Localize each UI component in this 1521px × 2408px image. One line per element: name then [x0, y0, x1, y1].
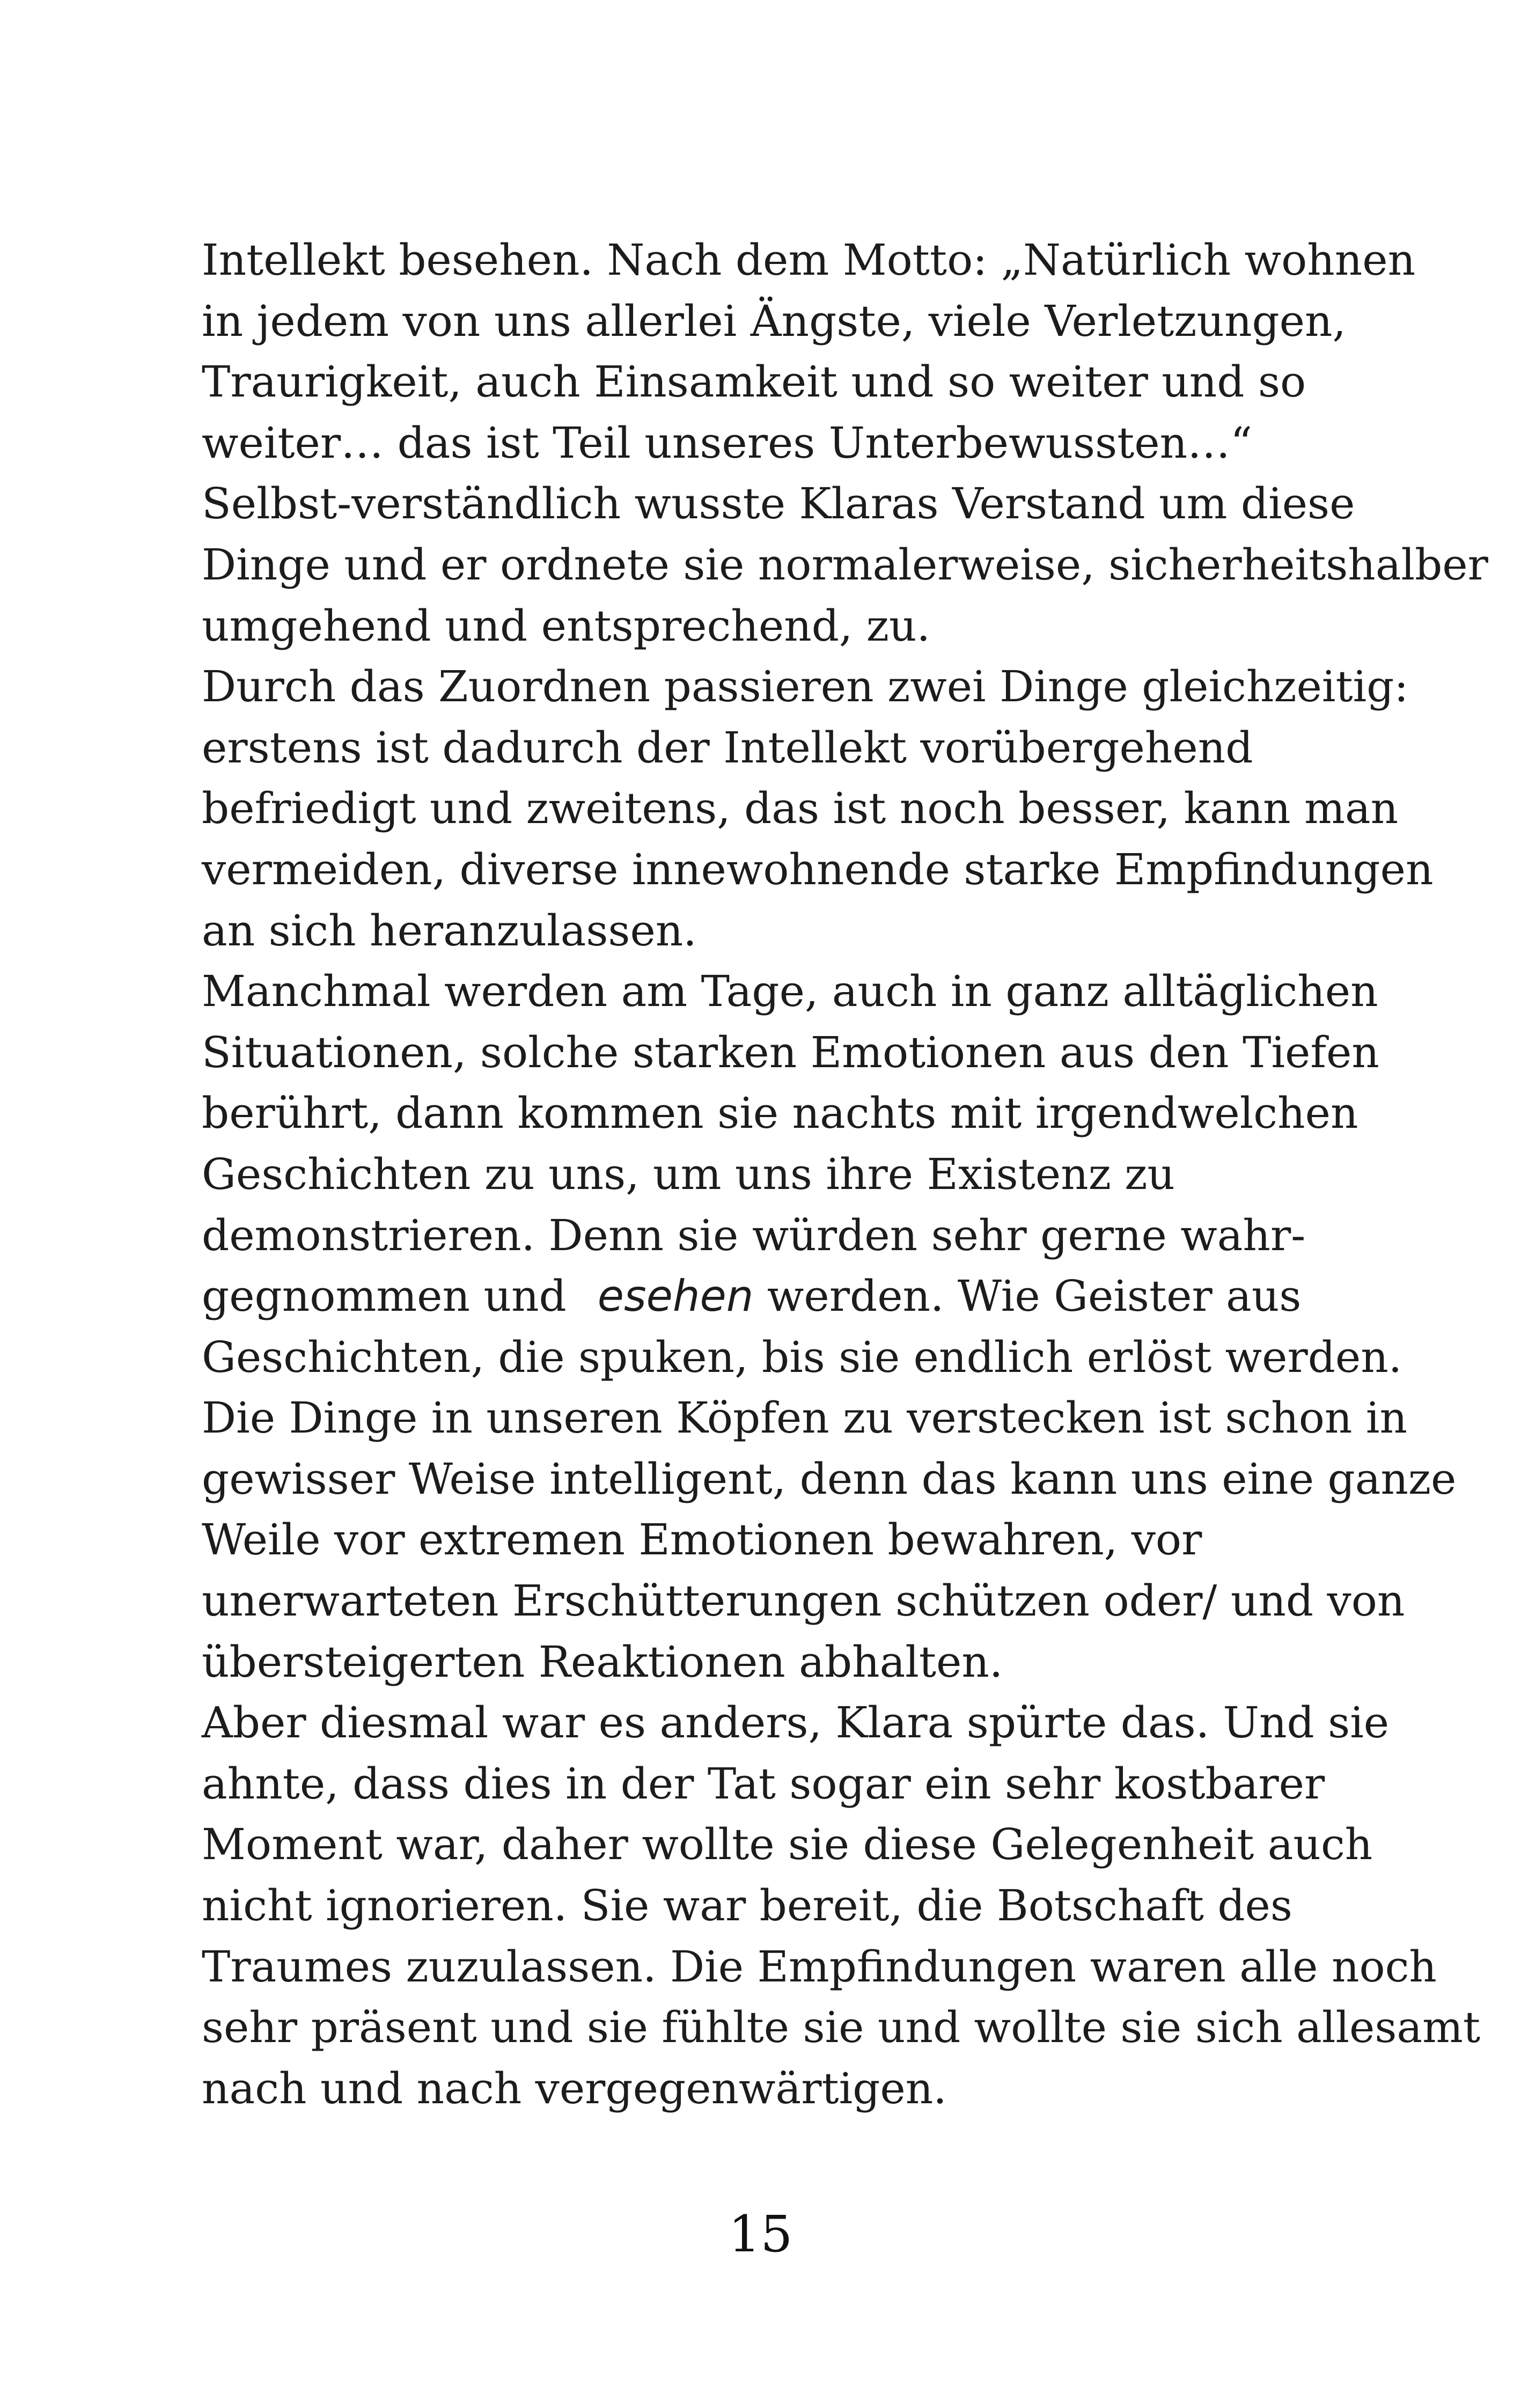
text-line: erstens ist dadurch der Intellekt vorübergehend	[202, 722, 1253, 773]
text-line: gewisser Weise intelligent, denn das kann uns eine ganze	[202, 1453, 1457, 1504]
text-line: nach und nach vergegenwärtigen.	[202, 2063, 947, 2113]
text-line: Intellekt besehen. Nach dem Motto: „Natürlich wohnen	[202, 235, 1416, 285]
text-line: unerwarteten Erschütterungen schützen oder/ und von	[202, 1576, 1405, 1626]
body-text	[202, 230, 1488, 2119]
italic-text-segment: esehen	[597, 1271, 754, 1322]
text-line: weiter… das ist Teil unseres Unterbewussten…“	[202, 417, 1253, 468]
text-line: in jedem von uns allerlei Ängste, viele Verletzungen,	[202, 296, 1346, 346]
text-segment: werden. Wie Geister aus	[753, 1271, 1302, 1322]
text-line-mixed	[202, 1266, 1339, 1327]
text-line: umgehend und entsprechend, zu.	[202, 600, 930, 651]
text-line: nicht ignorieren. Sie war bereit, die Botschaft des	[202, 1881, 1292, 1931]
text-line: Traumes zuzulassen. Die Empfindungen waren alle noch	[202, 1941, 1437, 1992]
text-line: Aber diesmal war es anders, Klara spürte das. Und sie	[202, 1698, 1390, 1748]
text-line: vermeiden, diverse innewohnende starke Empfindungen	[202, 844, 1434, 894]
text-line: Die Dinge in unseren Köpfen zu verstecken ist schon in	[202, 1393, 1407, 1443]
page-number: 15	[728, 2205, 793, 2264]
text-line: Moment war, daher wollte sie diese Gelegenheit auch	[202, 1819, 1373, 1870]
text-line: Weile vor extremen Emotionen bewahren, vor	[202, 1515, 1202, 1565]
text-line: übersteigerten Reaktionen abhalten.	[202, 1636, 1003, 1687]
text-line: Manchmal werden am Tage, auch in ganz alltäglichen	[202, 966, 1378, 1017]
text-line: an sich heranzulassen.	[202, 905, 697, 956]
text-line: Traurigkeit, auch Einsamkeit und so weiter und so	[202, 357, 1306, 407]
text-line: demonstrieren. Denn sie würden sehr gerne wahr-	[202, 1210, 1306, 1260]
text-line: berührt, dann kommen sie nachts mit irgendwelchen	[202, 1088, 1358, 1139]
text-line: Dinge und er ordnete sie normalerweise, sicherheitshalber	[202, 539, 1488, 590]
text-line: Geschichten, die spuken, bis sie endlich erlöst werden.	[202, 1332, 1402, 1382]
text-line: Geschichten zu uns, um uns ihre Existenz zu	[202, 1149, 1175, 1199]
text-segment: gegnommen und	[202, 1271, 567, 1322]
text-line: Selbst-verständlich wusste Klaras Verstand um diese	[202, 479, 1355, 529]
text-line: Situationen, solche starken Emotionen aus den Tiefen	[202, 1027, 1379, 1077]
text-line: ahnte, dass dies in der Tat sogar ein sehr kostbarer	[202, 1758, 1325, 1809]
text-line: Durch das Zuordnen passieren zwei Dinge gleichzeitig:	[202, 662, 1409, 712]
text-line: befriedigt und zweitens, das ist noch besser, kann man	[202, 783, 1399, 834]
text-line: sehr präsent und sie fühlte sie und wollte sie sich allesamt	[202, 2002, 1481, 2053]
